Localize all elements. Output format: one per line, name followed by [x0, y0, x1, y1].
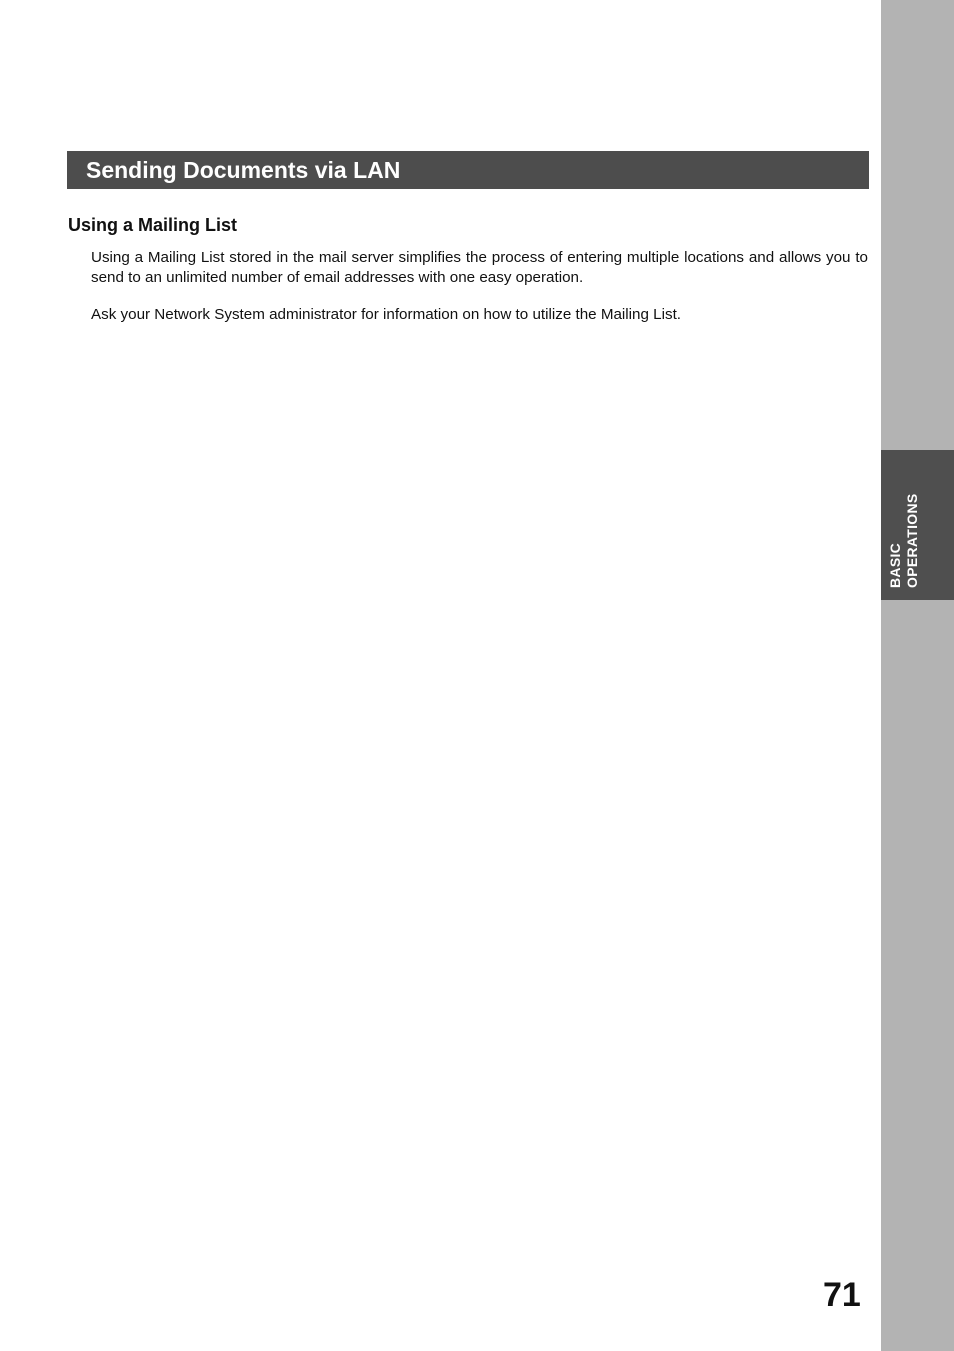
chapter-tab-line-1: BASIC — [887, 542, 903, 588]
body-paragraph-1: Using a Mailing List stored in the mail server simplifies the process of entering multiple locations and allows you to send to an unlimited number of email addresses with one easy operation. — [91, 249, 868, 286]
body-paragraph-2: Ask your Network System administrator for information on how to utilize the Mailing List. — [91, 306, 682, 323]
section-title: Sending Documents via LAN — [86, 156, 401, 183]
section-banner — [67, 151, 869, 189]
side-strip — [881, 0, 954, 1351]
subsection-heading: Using a Mailing List — [68, 215, 238, 235]
page-number: 71 — [823, 1276, 861, 1314]
chapter-tab-line-2: OPERATIONS — [904, 493, 920, 588]
chapter-tab-label — [887, 438, 921, 588]
